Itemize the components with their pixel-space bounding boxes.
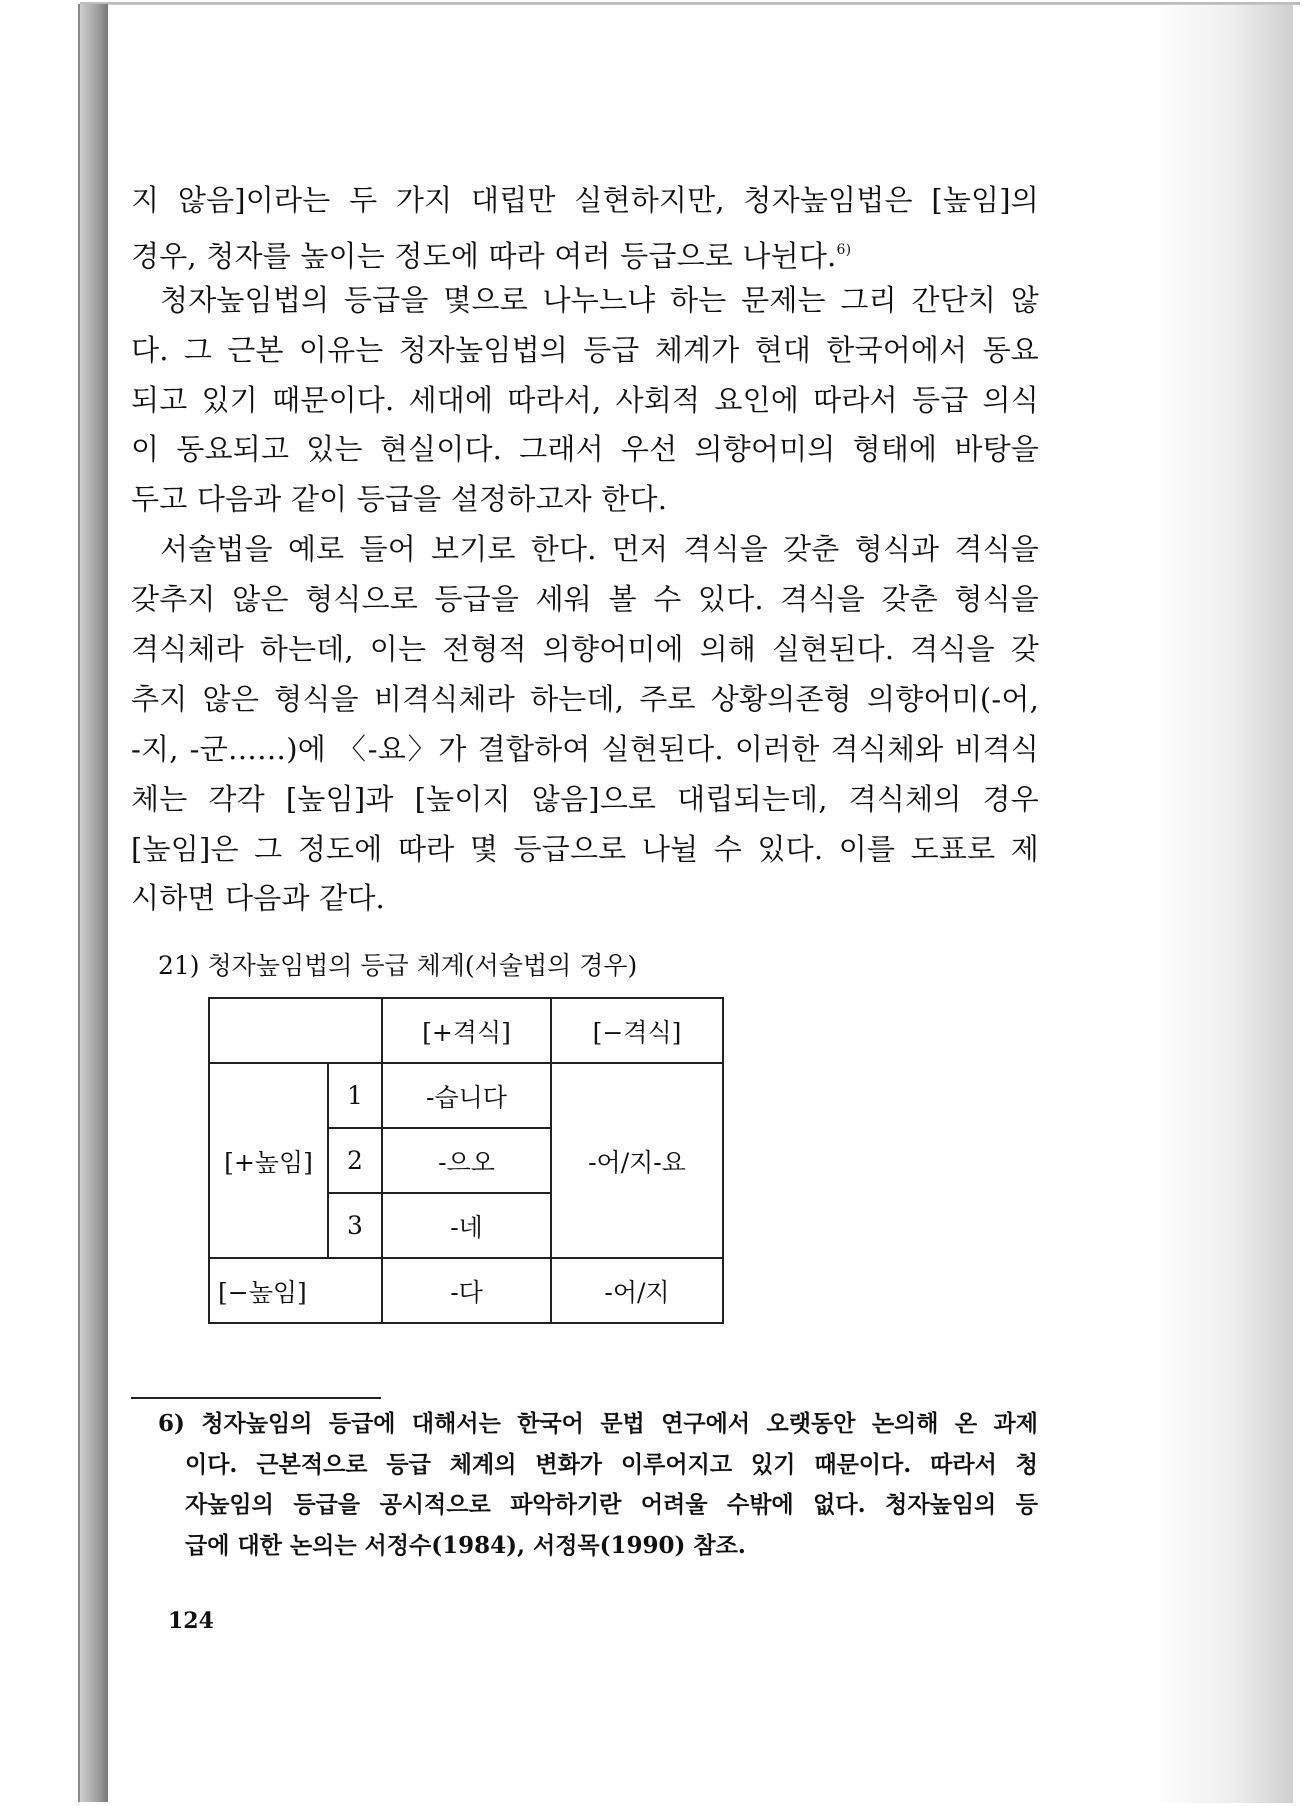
footnote-line: 자높임의 등급을 공시적으로 파악하기란 어려울 수밖에 없다. 청자높임의 등: [185, 1491, 1038, 1518]
honorific-grade-table: [208, 997, 724, 1324]
footnote-ref[interactable]: 6): [836, 241, 852, 258]
honorific-label: [+높임]: [209, 1063, 328, 1258]
level-ending: -으오: [382, 1128, 551, 1193]
footnote-line: 6) 청자높임의 등급에 대해서는 한국어 문법 연구에서 오랫동안 논의해 온 과제: [158, 1410, 1038, 1437]
body-line: 추지 않은 형식을 비격식체라 하는데, 주로 상황의존형 의향어미(-어,: [131, 681, 1039, 716]
body-line: [높임]은 그 정도에 따라 몇 등급으로 나뉠 수 있다. 이를 도표로 제: [131, 831, 1039, 866]
book-spine-edge: [78, 4, 110, 1802]
table-row: [209, 1258, 723, 1323]
page-number: 124: [168, 1608, 214, 1634]
body-line: -지, -군……)에 〈-요〉가 결합하여 실현된다. 이러한 격식체와 비격식: [131, 731, 1039, 766]
table-corner-cell: [209, 998, 382, 1063]
body-line: 시하면 다음과 같다.: [131, 881, 385, 916]
body-text: [131, 176, 1039, 924]
header-formal: [+격식]: [382, 998, 551, 1063]
header-informal: [−격식]: [551, 998, 723, 1063]
level-number: 3: [328, 1193, 382, 1258]
body-line: 두고 다음과 같이 등급을 설정하고자 한다.: [131, 482, 668, 517]
footnote: [158, 1404, 1038, 1566]
footnote-line: 급에 대한 논의는 서정수(1984), 서정목(1990) 참조.: [185, 1531, 746, 1559]
example-title: 21) 청자높임법의 등급 체계(서술법의 경우): [158, 951, 638, 980]
level-number: 2: [328, 1128, 382, 1193]
body-line: 지 않음]이라는 두 가지 대립만 실현하지만, 청자높임법은 [높임]의: [131, 183, 1039, 217]
level-ending: -네: [382, 1193, 551, 1258]
table-row: [209, 1063, 723, 1128]
footnote-divider: [131, 1397, 381, 1399]
body-line: 체는 각각 [높임]과 [높이지 않음]으로 대립되는데, 격식체의 경우: [131, 781, 1039, 816]
honorific-informal-ending: -어/지-요: [551, 1063, 723, 1258]
body-line: 격식체라 하는데, 이는 전형적 의향어미에 의해 실현된다. 격식을 갖: [131, 632, 1039, 667]
level-ending: -습니다: [382, 1063, 551, 1128]
body-line: 갖추지 않은 형식으로 등급을 세워 볼 수 있다. 격식을 갖춘 형식을: [131, 582, 1039, 617]
nonhonorific-label: [−높임]: [209, 1258, 382, 1323]
body-line: 되고 있기 때문이다. 세대에 따라서, 사회적 요인에 따라서 등급 의식: [131, 382, 1039, 417]
level-number: 1: [328, 1063, 382, 1128]
table-row: [209, 998, 723, 1063]
nonhonorific-informal-ending: -어/지: [551, 1258, 723, 1323]
body-line: 경우, 청자를 높이는 정도에 따라 여러 등급으로 나뉜다.$^{6)}$: [131, 238, 852, 273]
body-line: 다. 그 근본 이유는 청자높임법의 등급 체계가 현대 한국어에서 동요: [131, 332, 1039, 367]
body-line: 서술법을 예로 들어 보기로 한다. 먼저 격식을 갖춘 형식과 격식을: [160, 532, 1039, 567]
nonhonorific-formal-ending: -다: [382, 1258, 551, 1323]
footnote-line: 이다. 근본적으로 등급 체계의 변화가 이루어지고 있기 때문이다. 따라서 청: [185, 1450, 1038, 1478]
body-line: 이 동요되고 있는 현실이다. 그래서 우선 의향어미의 형태에 바탕을: [131, 432, 1039, 467]
body-line: 청자높임법의 등급을 몇으로 나누느냐 하는 문제는 그리 간단치 않: [160, 282, 1039, 317]
